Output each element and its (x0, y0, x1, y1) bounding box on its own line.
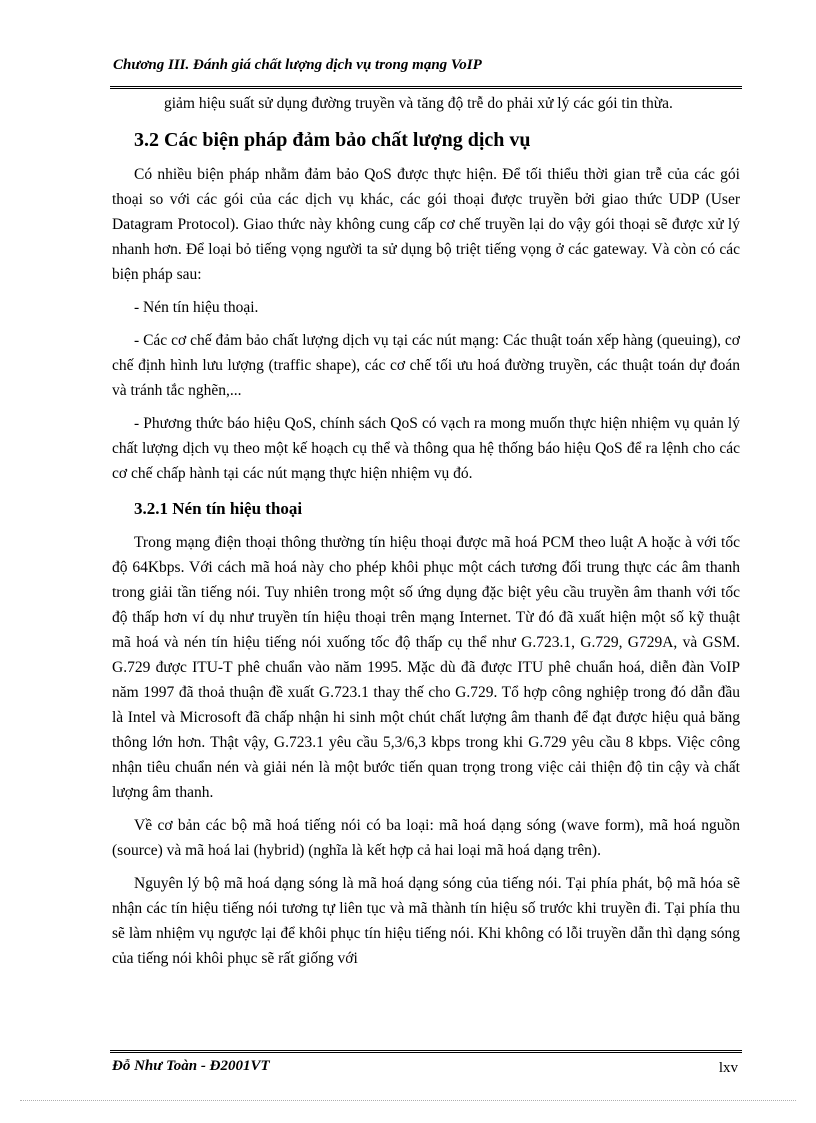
paragraph: Có nhiều biện pháp nhằm đảm bảo QoS được thực hiện. Để tối thiểu thời gian trễ của các gói thoại so với các gói của các dịch vụ khác, các gói thoại được truyền bởi giao thức UDP (User Datagram Protocol). Giao thức này không cung cấp cơ chế truyền lại do vậy gói thoại sẽ được xử lý nhanh hơn. Để loại bỏ tiếng vọng người ta sử dụng bộ triệt tiếng vọng ở các gateway. Và còn có các biện pháp sau: (112, 166, 740, 283)
subsection-heading: 3.2.1 Nén tín hiệu thoại (134, 499, 303, 518)
list-item: - Phương thức báo hiệu QoS, chính sách QoS có vạch ra mong muốn thực hiện nhiệm vụ quản lý chất lượng dịch vụ theo một kế hoạch cụ thể và thông qua hệ thống báo hiệu QoS để ra lệnh cho các cơ chế chấp hành tại các nút mạng thực hiện nhiệm vụ đó. (112, 415, 740, 482)
list-item: - Nén tín hiệu thoại. (134, 299, 259, 316)
page-number: lxv (718, 1060, 738, 1076)
footer-rule (110, 1050, 742, 1055)
page-body (112, 91, 740, 979)
section-heading: 3.2 Các biện pháp đảm bảo chất lượng dịch vụ (134, 129, 531, 151)
continuation-paragraph: giảm hiệu suất sử dụng đường truyền và tăng độ trễ do phải xử lý các gói tin thừa. (164, 95, 673, 112)
paragraph: Nguyên lý bộ mã hoá dạng sóng là mã hoá dạng sóng của tiếng nói. Tại phía phát, bộ mã hóa sẽ nhận các tín hiệu tiếng nói tương tự liên tục và mã thành tín hiệu số trước khi truyền đi. Tại phía thu sẽ làm nhiệm vụ ngược lại để khôi phục tín hiệu tiếng nói. Khi không có lỗi truyền dẫn thì dạng sóng của tiếng nói khôi phục sẽ rất giống với (112, 875, 740, 967)
footer-author: Đỗ Như Toàn - Đ2001VT (112, 1058, 270, 1074)
paragraph: Về cơ bản các bộ mã hoá tiếng nói có ba loại: mã hoá dạng sóng (wave form), mã hoá nguồn (source) và mã hoá lai (hybrid) (nghĩa là kết hợp cả hai loại mã hoá dạng trên). (112, 817, 740, 859)
paragraph: Trong mạng điện thoại thông thường tín hiệu thoại được mã hoá PCM theo luật A hoặc à với tốc độ 64Kbps. Với cách mã hoá này cho phép khôi phục một cách tương đối trung thực các âm thanh trong giải tần tiếng nói. Tuy nhiên trong một số ứng dụng đặc biệt yêu cầu truyền âm thanh với tốc độ thấp hơn ví dụ như truyền tín hiệu thoại trên mạng Internet. Từ đó đã xuất hiện một số kỹ thuật mã hoá và nén tín hiệu tiếng nói xuống tốc độ thấp cụ thể như G.723.1, G.729, G729A, và GSM. G.729 được ITU-T phê chuẩn vào năm 1995. Mặc dù đã được ITU phê chuẩn hoá, diễn đàn VoIP năm 1997 đã thoả thuận đề xuất G.723.1 thay thế cho G.729. Tổ hợp công nghiệp trong đó dẫn đầu là Intel và Microsoft đã chấp nhận hi sinh một chút chất lượng âm thanh để đạt được hiệu quả băng thông lớn hơn. Thật vậy, G.723.1 yêu cầu 5,3/6,3 kbps trong khi G.729 yêu cầu 8 kbps. Việc công nhận tiêu chuẩn nén và giải nén là một bước tiến quan trọng trong việc cải thiện độ tin cậy và chất lượng âm thanh. (112, 534, 740, 801)
list-item: - Các cơ chế đảm bảo chất lượng dịch vụ tại các nút mạng: Các thuật toán xếp hàng (queuing), cơ chế định hình lưu lượng (traffic shape), các cơ chế tối ưu hoá đường truyền, các thuật toán dự đoán và tránh tắc nghẽn,... (112, 332, 740, 399)
page-boundary (20, 1100, 796, 1101)
running-header: Chương III. Đánh giá chất lượng dịch vụ trong mạng VoIP (113, 57, 482, 73)
